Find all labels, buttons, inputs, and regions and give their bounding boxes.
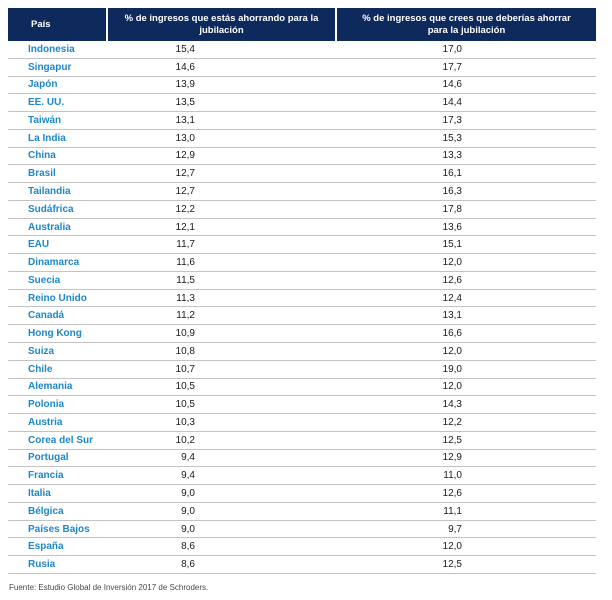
country-cell: Hong Kong [8,325,106,343]
should-save-cell [335,432,596,450]
country-cell: España [8,538,106,556]
table-row [8,396,596,414]
table-row [8,521,596,539]
table-row [8,290,596,308]
should-save-value: 9,7 [448,523,462,535]
saving-now-cell [106,130,335,148]
table-header [8,8,596,41]
country-cell: Reino Unido [8,290,106,308]
table-row [8,236,596,254]
table-row [8,201,596,219]
should-save-value: 11,0 [443,470,462,482]
country-cell: Sudáfrica [8,201,106,219]
saving-now-cell [106,343,335,361]
saving-now-cell [106,148,335,166]
saving-now-cell [106,503,335,521]
saving-now-value: 10,7 [175,363,195,375]
should-save-value: 19,0 [442,363,462,375]
country-cell: EE. UU. [8,94,106,112]
should-save-value: 16,6 [442,328,462,340]
saving-now-value: 11,2 [176,310,195,322]
should-save-value: 12,0 [442,541,462,553]
should-save-value: 12,0 [442,381,462,393]
table-row [8,165,596,183]
should-save-cell [335,41,596,59]
should-save-cell [335,94,596,112]
country-cell: Dinamarca [8,254,106,272]
should-save-value: 13,6 [442,221,462,233]
saving-now-value: 10,5 [175,381,195,393]
saving-now-cell [106,307,335,325]
saving-now-cell [106,379,335,397]
saving-now-cell [106,432,335,450]
country-cell: Taiwán [8,112,106,130]
saving-now-cell [106,272,335,290]
col-header-saving-now: % de ingresos que estás ahorrando para la jubilación [106,8,335,41]
should-save-cell [335,165,596,183]
saving-now-cell [106,94,335,112]
saving-now-value: 11,5 [176,274,195,286]
saving-now-value: 13,0 [175,132,195,144]
table-row [8,148,596,166]
should-save-value: 12,5 [442,434,462,446]
should-save-cell [335,272,596,290]
should-save-value: 12,2 [442,416,462,428]
table-row [8,361,596,379]
saving-now-value: 8,6 [181,541,195,553]
should-save-cell [335,236,596,254]
saving-now-value: 12,9 [175,150,195,162]
table-row [8,41,596,59]
should-save-value: 12,6 [442,274,462,286]
should-save-value: 12,5 [442,559,462,571]
table-row [8,112,596,130]
should-save-value: 16,1 [442,168,462,180]
country-cell: Alemania [8,379,106,397]
saving-now-cell [106,467,335,485]
country-cell: Países Bajos [8,521,106,539]
saving-now-value: 13,9 [175,79,195,91]
saving-now-cell [106,556,335,574]
table-row [8,219,596,237]
saving-now-cell [106,485,335,503]
saving-now-value: 9,4 [181,452,195,464]
should-save-cell [335,361,596,379]
saving-now-cell [106,201,335,219]
saving-now-value: 12,7 [175,186,195,197]
table-row [8,272,596,290]
should-save-cell [335,556,596,574]
should-save-value: 17,3 [442,114,462,126]
saving-now-value: 12,7 [175,168,195,180]
country-cell: Australia [8,219,106,237]
should-save-cell [335,503,596,521]
saving-now-cell [106,396,335,414]
saving-now-cell [106,325,335,343]
saving-now-value: 10,5 [175,399,195,411]
table-row [8,59,596,77]
table-row [8,450,596,468]
should-save-value: 17,7 [442,61,462,73]
table-row [8,556,596,574]
should-save-cell [335,219,596,237]
country-cell: Portugal [8,450,106,468]
should-save-cell [335,450,596,468]
should-save-value: 15,1 [442,239,462,251]
country-cell: Rusia [8,556,106,574]
table-row [8,307,596,325]
saving-now-cell [106,59,335,77]
should-save-cell [335,290,596,308]
country-cell: Brasil [8,165,106,183]
table-row [8,94,596,112]
country-cell: Bélgica [8,503,106,521]
should-save-cell [335,112,596,130]
header-row [8,8,596,41]
saving-now-cell [106,236,335,254]
saving-now-value: 12,2 [175,203,195,215]
should-save-cell [335,201,596,219]
should-save-cell [335,467,596,485]
country-cell: Japón [8,77,106,95]
table-body [8,41,596,574]
saving-now-value: 14,6 [175,61,195,73]
should-save-cell [335,183,596,201]
should-save-cell [335,379,596,397]
should-save-value: 14,4 [442,97,462,109]
should-save-value: 12,9 [442,452,462,464]
country-cell: Chile [8,361,106,379]
should-save-cell [335,254,596,272]
saving-now-value: 11,3 [176,292,195,304]
country-cell: Tailandia [8,183,106,201]
saving-now-value: 13,1 [175,114,195,126]
saving-now-value: 9,0 [181,523,195,535]
should-save-cell [335,148,596,166]
saving-now-value: 10,3 [175,416,195,428]
saving-now-cell [106,41,335,59]
should-save-value: 14,3 [442,399,462,411]
should-save-cell [335,396,596,414]
should-save-cell [335,485,596,503]
country-cell: Corea del Sur [8,432,106,450]
country-cell: EAU [8,236,106,254]
col-header-country: País [8,8,106,41]
table-row [8,503,596,521]
should-save-value: 16,3 [442,186,462,197]
saving-now-cell [106,361,335,379]
country-cell: Suecia [8,272,106,290]
saving-now-cell [106,77,335,95]
should-save-cell [335,130,596,148]
country-cell: Austria [8,414,106,432]
saving-now-cell [106,112,335,130]
country-cell: Indonesia [8,41,106,59]
country-cell: China [8,148,106,166]
saving-now-value: 10,9 [175,328,195,340]
saving-now-value: 11,7 [176,239,195,251]
saving-now-value: 11,6 [176,257,195,269]
should-save-value: 17,8 [442,203,462,215]
saving-now-cell [106,183,335,201]
should-save-value: 11,1 [443,505,462,517]
country-cell: Italia [8,485,106,503]
table-row [8,414,596,432]
table-row [8,254,596,272]
should-save-value: 13,1 [442,310,462,322]
saving-now-cell [106,450,335,468]
should-save-value: 15,3 [442,132,462,144]
table-row [8,183,596,201]
saving-now-value: 12,1 [175,221,195,233]
saving-now-value: 13,5 [175,97,195,109]
table-row [8,325,596,343]
saving-now-value: 9,0 [181,505,195,517]
table-row [8,379,596,397]
table-row [8,130,596,148]
saving-now-cell [106,165,335,183]
saving-now-cell [106,219,335,237]
table-row [8,343,596,361]
should-save-value: 12,4 [442,292,462,304]
country-cell: Polonia [8,396,106,414]
country-cell: Singapur [8,59,106,77]
table-row [8,485,596,503]
saving-now-value: 10,2 [175,434,195,446]
saving-now-value: 8,6 [181,559,195,571]
saving-now-value: 9,4 [181,470,195,482]
should-save-value: 17,0 [442,43,462,55]
should-save-cell [335,343,596,361]
saving-now-cell [106,414,335,432]
should-save-cell [335,538,596,556]
should-save-value: 12,0 [442,257,462,269]
should-save-cell [335,414,596,432]
should-save-cell [335,325,596,343]
saving-now-cell [106,538,335,556]
saving-now-value: 15,4 [175,43,195,55]
should-save-cell [335,521,596,539]
country-cell: Suiza [8,343,106,361]
should-save-cell [335,307,596,325]
source-note: Fuente: Estudio Global de Inversión 2017 de Schroders. [9,583,209,592]
table-row [8,467,596,485]
country-cell: Canadá [8,307,106,325]
should-save-cell [335,77,596,95]
should-save-cell [335,59,596,77]
saving-now-value: 10,8 [175,345,195,357]
should-save-value: 12,0 [442,345,462,357]
col-header-should-save: % de ingresos que crees que deberías ahorrar para la jubilación [335,8,596,41]
saving-now-cell [106,254,335,272]
saving-now-cell [106,290,335,308]
should-save-value: 12,6 [442,488,462,500]
country-cell: La India [8,130,106,148]
country-cell: Francia [8,467,106,485]
table-row [8,77,596,95]
table-row [8,538,596,556]
saving-now-cell [106,521,335,539]
saving-now-value: 9,0 [181,488,195,500]
should-save-value: 14,6 [442,79,462,91]
should-save-value: 13,3 [442,150,462,162]
table-row [8,432,596,450]
savings-table [8,8,596,574]
